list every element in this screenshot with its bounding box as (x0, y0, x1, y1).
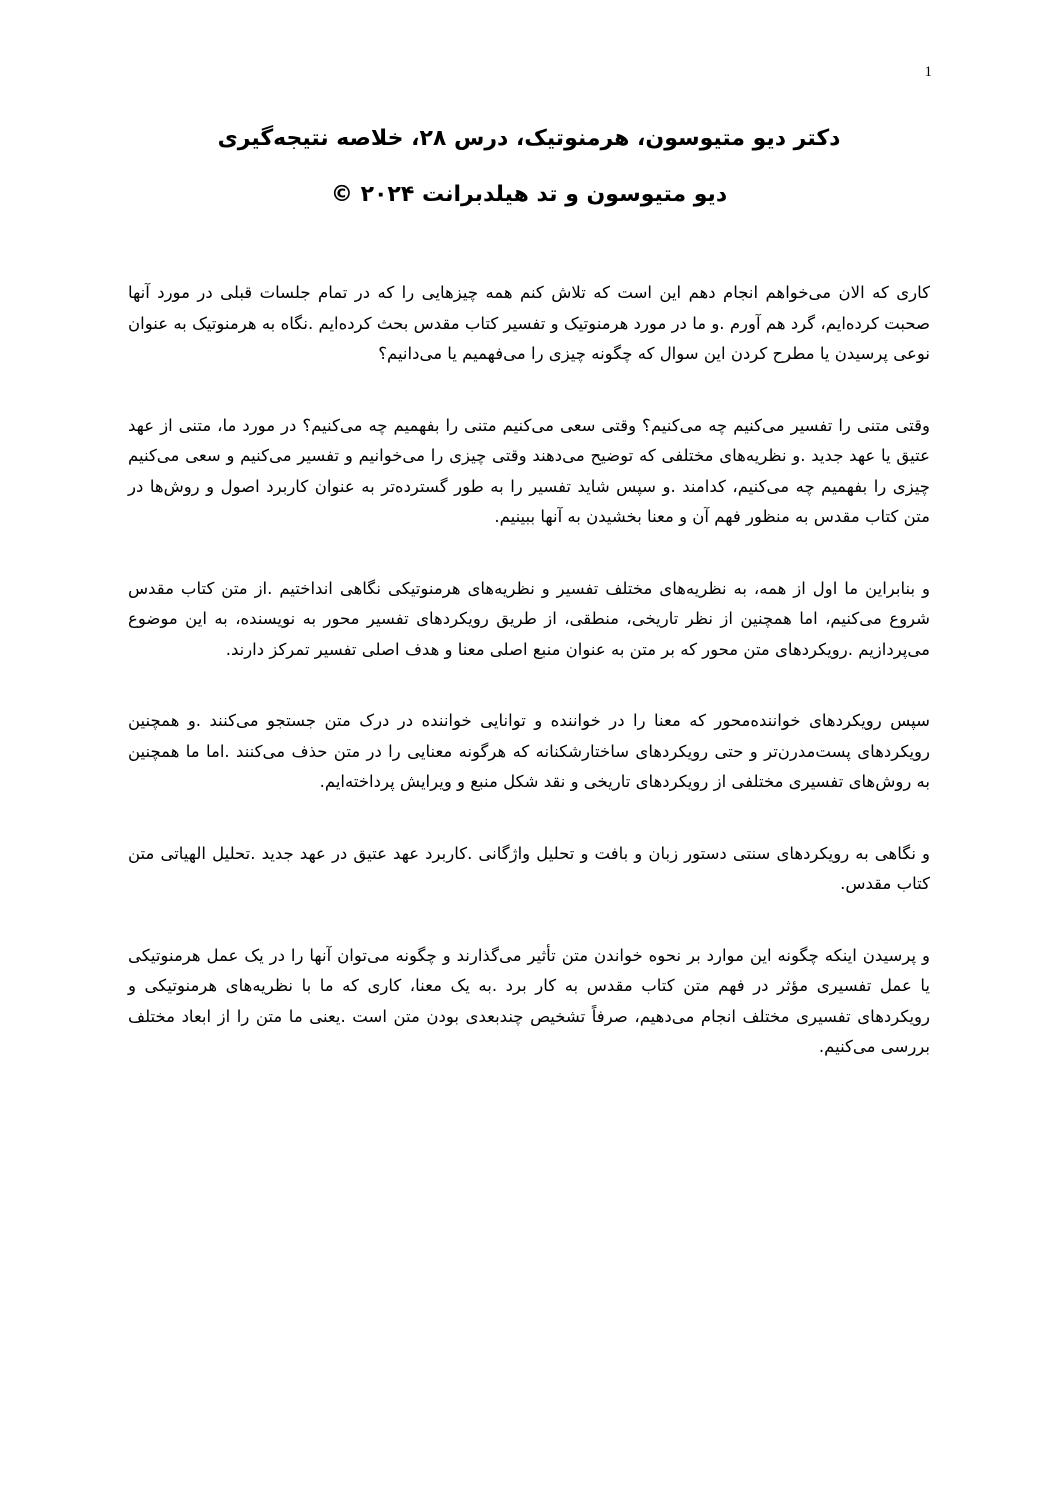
document-body (128, 278, 930, 1104)
paragraph-2: وقتی متنی را تفسیر می‌کنیم چه می‌کنیم؟ وقتی سعی می‌کنیم متنی را بفهمیم چه می‌کنیم؟ در مورد ما، متنی از عهد عتیق یا عهد جدید .و نظریه‌های مختلفی که توضیح می‌دهند وقتی چیزی را می‌خوانیم و تفسیر می‌کنیم و سعی می‌کنیم چیزی را بفهمیم چه می‌کنیم، کدامند .و سپس شاید تفسیر را به طور گسترده‌تر به عنوان کاربرد اصول و روش‌ها در متن کتاب مقدس به منظور فهم آن و معنا بخشیدن به آنها ببینیم. (128, 415, 930, 526)
document-title: دکتر دیو متیوسون، هرمنوتیک، درس ۲۸، خلاصه نتیجه‌گیری (217, 126, 841, 151)
copyright-line: دیو متیوسون و تد هیلدبرانت ۲۰۲۴ © (330, 182, 728, 207)
paragraph-3: و بنابراین ما اول از همه، به نظریه‌های مختلف تفسیر و نظریه‌های هرمنوتیکی نگاهی انداختیم .از متن کتاب مقدس شروع می‌کنیم، اما همچنین از نظر تاریخی، منطقی، از طریق رویکردهای تفسیر محور به نویسنده، به این موضوع می‌پردازیم .رویکردهای متن محور که بر متن به عنوان منبع اصلی معنا و هدف اصلی تفسیر تمرکز دارند. (128, 578, 930, 659)
paragraph-5: و نگاهی به رویکردهای سنتی دستور زبان و بافت و تحلیل واژگانی .کاربرد عهد عتیق در عهد جدید .تحلیل الهیاتی متن کتاب مقدس. (128, 843, 930, 893)
paragraph-6: و پرسیدن اینکه چگونه این موارد بر نحوه خواندن متن تأثیر می‌گذارند و چگونه می‌توان آنها را در یک عمل هرمنوتیکی یا عمل تفسیری مؤثر در فهم متن کتاب مقدس به کار برد .به یک معنا، کاری که ما با نظریه‌های هرمنوتیکی و رویکردهای تفسیری مختلف انجام می‌دهیم، صرفاً تشخیص چندبعدی بودن متن است .یعنی ما متن را از ابعاد مختلف بررسی می‌کنیم. (128, 945, 930, 1056)
title-block (0, 124, 1058, 236)
paragraph-4: سپس رویکردهای خواننده‌محور که معنا را در خواننده و توانایی خواننده در درک متن جستجو می‌کنند .و همچنین رویکردهای پست‌مدرن‌تر و حتی رویکردهای ساختارشکنانه که هرگونه معنایی را در متن حذف می‌کنند .اما ما همچنین به روش‌های تفسیری مختلفی از رویکردهای تاریخی و نقد شکل منبع و ویرایش پرداخته‌ایم. (128, 711, 930, 791)
page-number: 1 (924, 64, 932, 80)
paragraph-1: کاری که الان می‌خواهم انجام دهم این است که تلاش کنم همه چیزهایی را که در تمام جلسات قبلی در مورد آنها صحبت کرده‌ایم، گرد هم آورم .و ما در مورد هرمنوتیک و تفسیر کتاب مقدس بحث کرده‌ایم .نگاه به هرمنوتیک به عنوان نوعی پرسیدن یا مطرح کردن این سوال که چگونه چیزی را می‌فهمیم یا می‌دانیم؟ (128, 283, 930, 363)
